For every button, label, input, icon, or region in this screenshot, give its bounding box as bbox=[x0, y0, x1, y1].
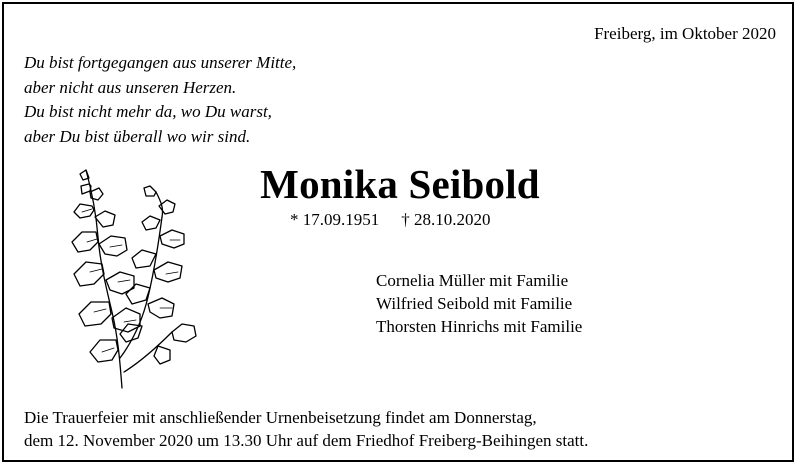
place-date: Freiberg, im Oktober 2020 bbox=[594, 24, 776, 43]
poem-line: aber Du bist überall wo wir sind. bbox=[24, 126, 251, 146]
mourners-list bbox=[376, 269, 582, 338]
funeral-info-line: Die Trauerfeier mit anschließender Urnenbeisetzung findet am Donnerstag, bbox=[24, 408, 537, 427]
mourner: Wilfried Seibold mit Familie bbox=[376, 294, 573, 313]
birth-date: * 17.09.1951 bbox=[290, 210, 380, 229]
mourner: Cornelia Müller mit Familie bbox=[376, 271, 569, 290]
funeral-info bbox=[24, 406, 588, 452]
poem-line: Du bist nicht mehr da, wo Du warst, bbox=[24, 102, 272, 121]
obituary-notice bbox=[2, 2, 794, 462]
deceased-name: Monika Seibold bbox=[260, 161, 540, 207]
life-dates bbox=[290, 210, 491, 230]
poem bbox=[24, 51, 296, 149]
poem-line: aber nicht aus unseren Herzen. bbox=[24, 77, 237, 97]
mourner: Thorsten Hinrichs mit Familie bbox=[376, 317, 583, 336]
funeral-info-line: dem 12. November 2020 um 13.30 Uhr auf dem Friedhof Freiberg-Beihingen statt. bbox=[24, 431, 589, 450]
poem-line: Du bist fortgegangen aus unserer Mitte, bbox=[24, 53, 297, 72]
death-date: † 28.10.2020 bbox=[401, 210, 491, 229]
